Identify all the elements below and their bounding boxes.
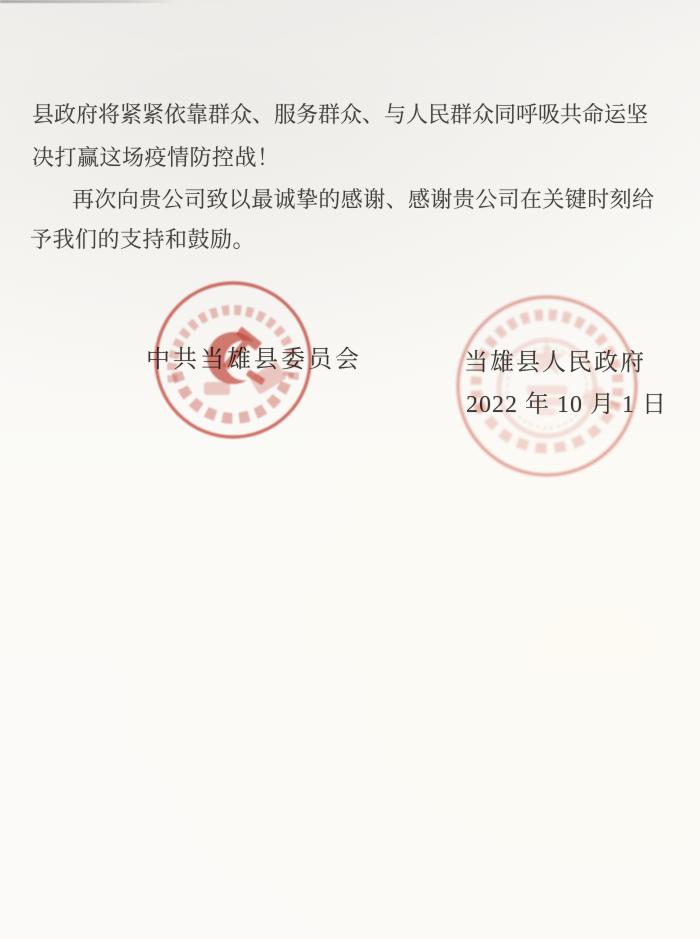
government-seal <box>450 290 646 486</box>
signature-date: 2022 年 10 月 1 日 <box>466 392 667 418</box>
body-paragraph1-line1: 县政府将紧紧依靠群众、服务群众、与人民群众同呼吸共命运坚 <box>32 102 649 127</box>
body-paragraph1-line2: 决打赢这场疫情防控战！ <box>32 145 280 170</box>
left-signer-name: 中共当雄县委员会 <box>146 347 362 373</box>
body-paragraph2-line2: 予我们的支持和鼓励。 <box>30 227 256 252</box>
scan-artifact-top-edge <box>0 0 178 3</box>
right-signer-name: 当雄县人民政府 <box>464 350 646 376</box>
body-paragraph2-line1: 再次向贵公司致以最诚挚的感谢、感谢贵公司在关键时刻给 <box>72 187 655 212</box>
